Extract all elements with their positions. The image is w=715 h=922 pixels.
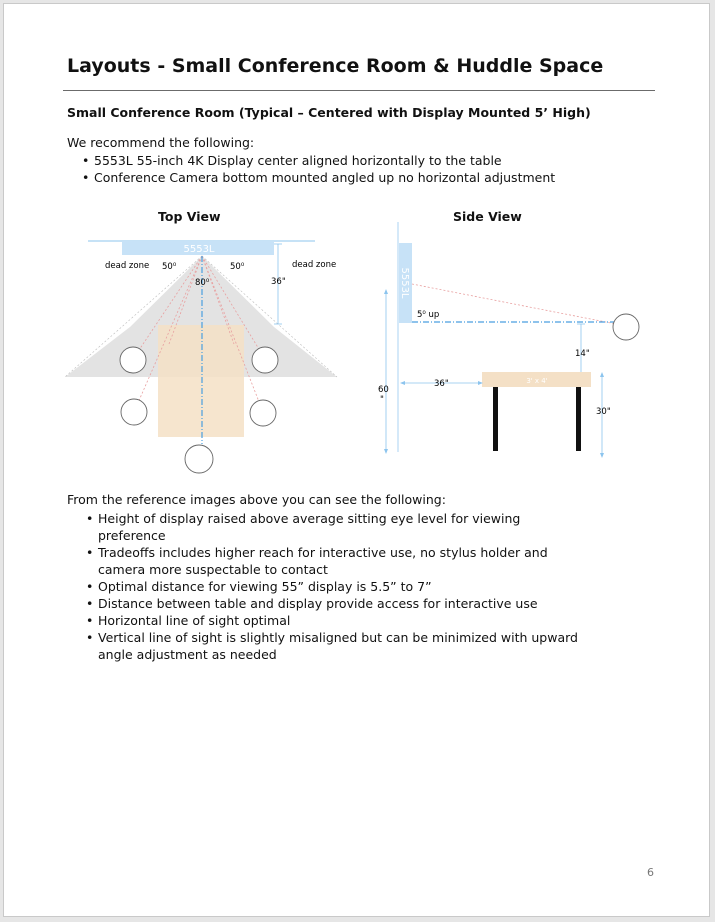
side-view-diagram: [378, 222, 639, 458]
table-distance-label: 36": [434, 379, 449, 389]
dead-zone-right: dead zone: [292, 260, 337, 270]
document-page: [3, 3, 710, 917]
arrow-head: [384, 449, 388, 454]
section-subtitle: Small Conference Room (Typical – Centered with Display Mounted 5’ High): [67, 105, 591, 120]
arrow-head: [600, 372, 604, 377]
table-label: 3' x 4': [526, 377, 548, 385]
seat: [185, 445, 213, 473]
observations-intro: From the reference images above you can see the following:: [67, 492, 446, 507]
list-item: • Distance between table and display provide access for interactive use: [86, 595, 586, 612]
angle-up-label: 5⁰ up: [417, 310, 440, 320]
top-view-label: Top View: [158, 209, 221, 224]
arrow-head: [384, 289, 388, 294]
angle-center: 80⁰: [195, 278, 210, 288]
seat: [121, 399, 147, 425]
seat: [252, 347, 278, 373]
top-display-label: 5553L: [183, 244, 215, 255]
list-item: • Conference Camera bottom mounted angled up no horizontal adjustment: [82, 169, 555, 186]
height-label: 60: [378, 385, 389, 395]
page-title: Layouts - Small Conference Room & Huddle Space: [67, 55, 604, 77]
side-view-label: Side View: [453, 209, 522, 224]
distance-label: 36": [271, 277, 286, 287]
top-table: [158, 325, 244, 437]
viewer-head: [613, 314, 639, 340]
top-view-diagram: [65, 241, 337, 473]
list-item: • 5553L 55-inch 4K Display center aligned horizontally to the table: [82, 152, 555, 169]
angle-sight-line: [412, 284, 616, 324]
seat: [250, 400, 276, 426]
layout-diagrams: [4, 4, 711, 484]
list-item: • Vertical line of sight is slightly misaligned but can be minimized with upward angle adjustment as needed: [86, 629, 586, 663]
arrow-head: [600, 453, 604, 458]
gap-label: 14": [575, 349, 590, 359]
arrow-head: [400, 381, 405, 385]
table-leg-left: [493, 387, 498, 451]
side-display-label: 5553L: [399, 267, 410, 299]
height-unit: ": [380, 395, 384, 405]
recommendation-intro: We recommend the following:: [67, 135, 255, 150]
page-number: 6: [647, 866, 654, 879]
list-item: • Optimal distance for viewing 55” display is 5.5” to 7”: [86, 578, 586, 595]
table-leg-right: [576, 387, 581, 451]
list-item: • Horizontal line of sight optimal: [86, 612, 586, 629]
seat: [120, 347, 146, 373]
angle-right: 50⁰: [230, 262, 245, 272]
table-height-label: 30": [596, 407, 611, 417]
list-item: • Height of display raised above average sitting eye level for viewing preference: [86, 510, 586, 544]
observation-list: [86, 510, 586, 663]
dead-zone-left: dead zone: [105, 261, 150, 271]
list-item: • Tradeoffs includes higher reach for interactive use, no stylus holder and camera more suspectable to contact: [86, 544, 586, 578]
angle-left: 50⁰: [162, 262, 177, 272]
